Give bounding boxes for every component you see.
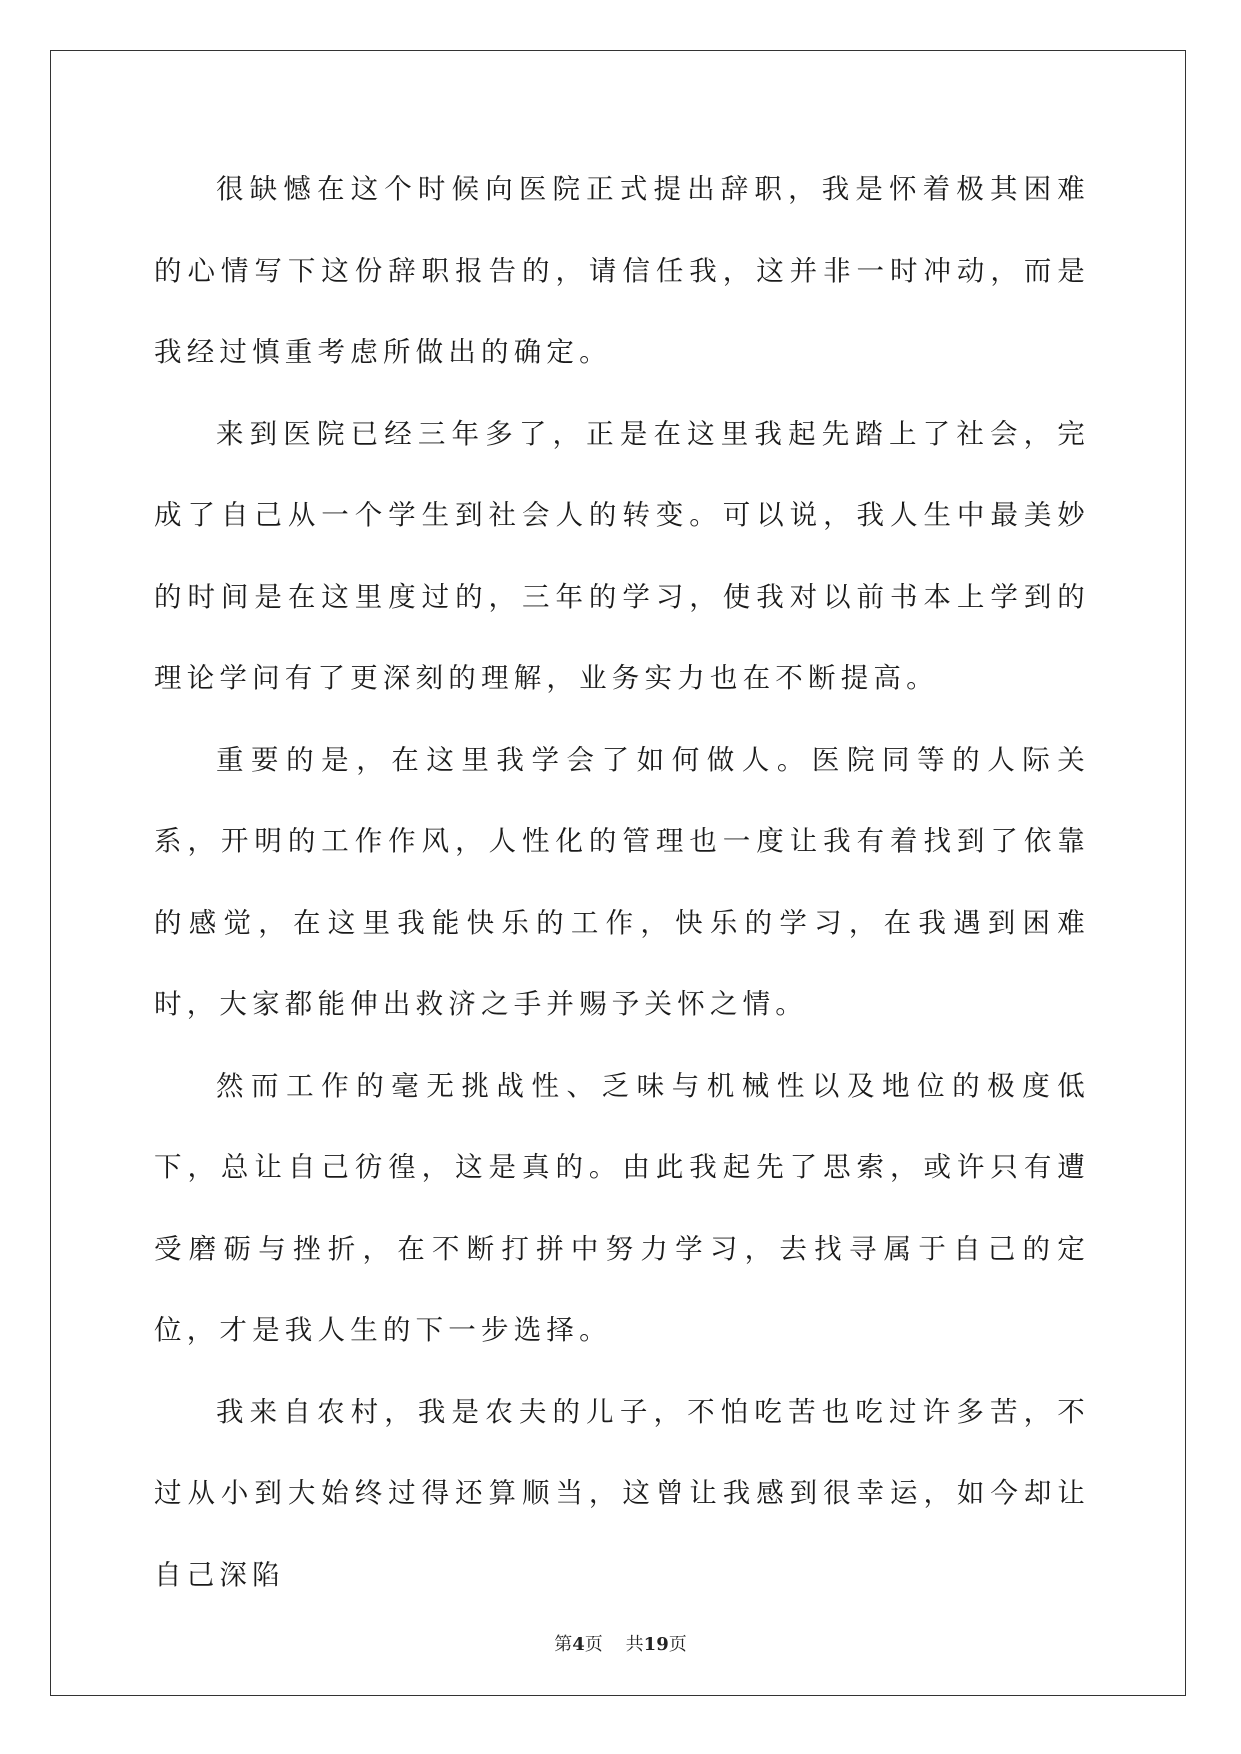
paragraph-3: 重要的是，在这里我学会了如何做人。医院同等的人际关系，开明的工作作风，人性化的管理也一度让我有着找到了依靠的感觉，在这里我能快乐的工作，快乐的学习，在我遇到困难时，大家都能伸出救济之手并赐予关怀之情。: [154, 743, 1090, 1020]
paragraph-1: 很缺憾在这个时候向医院正式提出辞职，我是怀着极其困难的心情写下这份辞职报告的，请信任我，这并非一时冲动，而是我经过慎重考虑所做出的确定。: [154, 173, 1090, 368]
paragraph-5: 我来自农村，我是农夫的儿子，不怕吃苦也吃过许多苦，不过从小到大始终过得还算顺当，这曾让我感到很幸运，如今却让自己深陷: [154, 1395, 1090, 1591]
footer-page-suffix: 页: [584, 1634, 603, 1655]
footer-total-prefix: 共: [625, 1634, 644, 1655]
paragraph-4: 然而工作的毫无挑战性、乏味与机械性以及地位的极度低下，总让自己彷徨，这是真的。由此我起先了思索，或许只有遭受磨砺与挫折，在不断打拼中努力学习，去找寻属于自己的定位，才是我人生的下一步选择。: [154, 1069, 1090, 1346]
footer-total-suffix: 页: [668, 1634, 687, 1655]
footer-prefix: 第: [554, 1634, 573, 1655]
paragraph-2: 来到医院已经三年多了，正是在这里我起先踏上了社会，完成了自己从一个学生到社会人的转变。可以说，我人生中最美妙的时间是在这里度过的，三年的学习，使我对以前书本上学到的理论学问有了更深刻的理解，业务实力也在不断提高。: [154, 417, 1090, 694]
footer-total-pages: 19: [643, 1634, 669, 1655]
footer-page-number: 4: [572, 1634, 585, 1655]
page-footer: [0, 1630, 1241, 1656]
document-body: [154, 149, 1090, 1616]
